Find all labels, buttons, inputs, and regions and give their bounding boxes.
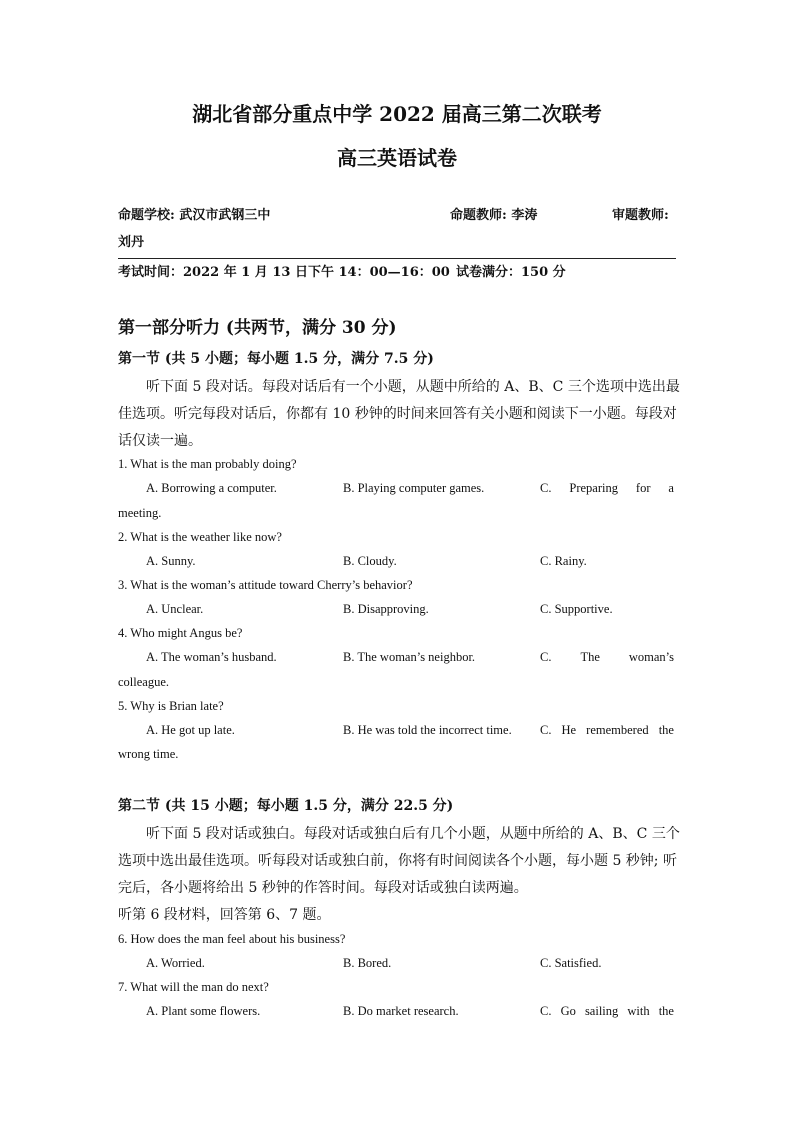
section1-title: 第一节 (共 5 小题；每小题 1.5 分，满分 7.5 分) <box>118 351 434 367</box>
teacher-info: 命题教师: 李涛 <box>450 208 538 223</box>
exam-title: 湖北省部分重点中学 2022 届高三第二次联考 <box>192 102 602 126</box>
reviewer-label: 审题教师: <box>612 208 669 223</box>
section2-instruction-line3: 完后，各小题将给出 5 秒钟的作答时间。每段对话或独白读两遍。 <box>118 880 528 896</box>
question-2-option-c: C. Rainy. <box>540 554 587 568</box>
exam-subtitle: 高三英语试卷 <box>337 146 457 170</box>
section1-instruction-line3: 话仅读一遍。 <box>118 433 202 449</box>
school-info: 命题学校: 武汉市武钢三中 <box>118 208 271 223</box>
option-c-word: with <box>627 1004 650 1018</box>
reviewer-name: 刘丹 <box>118 235 145 250</box>
option-c-word: C. <box>540 723 552 737</box>
question-1-stem: 1. What is the man probably doing? <box>118 457 297 471</box>
section2-lead: 听第 6 段材料，回答第 6、7 题。 <box>118 907 331 923</box>
header-divider <box>118 258 676 259</box>
option-c-word: the <box>658 1004 674 1018</box>
question-5-option-b: B. He was told the incorrect time. <box>343 723 512 737</box>
question-4-option-b: B. The woman’s neighbor. <box>343 650 476 664</box>
section2-title: 第二节 (共 15 小题；每小题 1.5 分，满分 22.5 分) <box>118 798 454 814</box>
question-6-stem: 6. How does the man feel about his business? <box>118 932 346 946</box>
option-c-word: remembered <box>586 723 649 737</box>
section2-instruction-line1: 听下面 5 段对话或独白。每段对话或独白后有几个小题，从题中所给的 A、B、C 三个 <box>146 826 680 842</box>
section1-instruction-line1: 听下面 5 段对话。每段对话后有一个小题，从题中所给的 A、B、C 三个选项中选出最 <box>146 379 680 395</box>
question-1-option-a: A. Borrowing a computer. <box>146 481 277 495</box>
question-5-stem: 5. Why is Brian late? <box>118 699 224 713</box>
option-c-word: C. <box>540 1004 552 1018</box>
section2-instruction-line2: 选项中选出最佳选项。听每段对话或独白前，你将有时间阅读各个小题，每小题 5 秒钟; 听 <box>118 853 677 869</box>
question-3-stem: 3. What is the woman’s attitude toward Cherry’s behavior? <box>118 578 413 592</box>
question-3-option-b: B. Disapproving. <box>343 602 429 616</box>
question-4-option-a: A. The woman’s husband. <box>146 650 277 664</box>
question-4-option-c-tail: colleague. <box>118 675 170 689</box>
question-1-option-c-tail: meeting. <box>118 506 162 520</box>
question-2-option-a: A. Sunny. <box>146 554 196 568</box>
full-score: 试卷满分：150 分 <box>456 265 566 280</box>
question-3-option-a: A. Unclear. <box>146 602 204 616</box>
question-1-option-b: B. Playing computer games. <box>343 481 485 495</box>
question-7-stem: 7. What will the man do next? <box>118 980 269 994</box>
exam-time: 考试时间：2022 年 1 月 13 日下午 14：00—16：00 <box>118 265 450 280</box>
part1-title: 第一部分听力 (共两节，满分 30 分) <box>118 318 397 338</box>
question-4-option-c <box>540 650 674 665</box>
question-2-stem: 2. What is the weather like now? <box>118 530 282 544</box>
option-c-word: woman’s <box>628 650 674 664</box>
question-5-option-c-tail: wrong time. <box>118 747 179 761</box>
question-6-option-b: B. Bored. <box>343 956 392 970</box>
question-3-option-c: C. Supportive. <box>540 602 613 616</box>
question-1-option-c <box>540 481 674 496</box>
question-7-option-c <box>540 1004 674 1019</box>
option-c-word: the <box>658 723 674 737</box>
option-c-word: The <box>580 650 600 664</box>
option-c-word: sailing <box>584 1004 619 1018</box>
question-7-option-a: A. Plant some flowers. <box>146 1004 261 1018</box>
question-5-option-a: A. He got up late. <box>146 723 235 737</box>
option-c-word: for <box>635 481 651 495</box>
question-7-option-b: B. Do market research. <box>343 1004 459 1018</box>
question-5-option-c <box>540 723 674 738</box>
question-4-stem: 4. Who might Angus be? <box>118 626 243 640</box>
option-c-word: Preparing <box>569 481 618 495</box>
question-2-option-b: B. Cloudy. <box>343 554 397 568</box>
option-c-word: Go <box>560 1004 576 1018</box>
option-c-word: C. <box>540 481 552 495</box>
option-c-word: He <box>561 723 577 737</box>
option-c-word: C. <box>540 650 552 664</box>
option-c-word: a <box>668 481 674 495</box>
section1-instruction-line2: 佳选项。听完每段对话后，你都有 10 秒钟的时间来回答有关小题和阅读下一小题。每段对 <box>118 406 677 422</box>
question-6-option-c: C. Satisfied. <box>540 956 602 970</box>
question-6-option-a: A. Worried. <box>146 956 205 970</box>
